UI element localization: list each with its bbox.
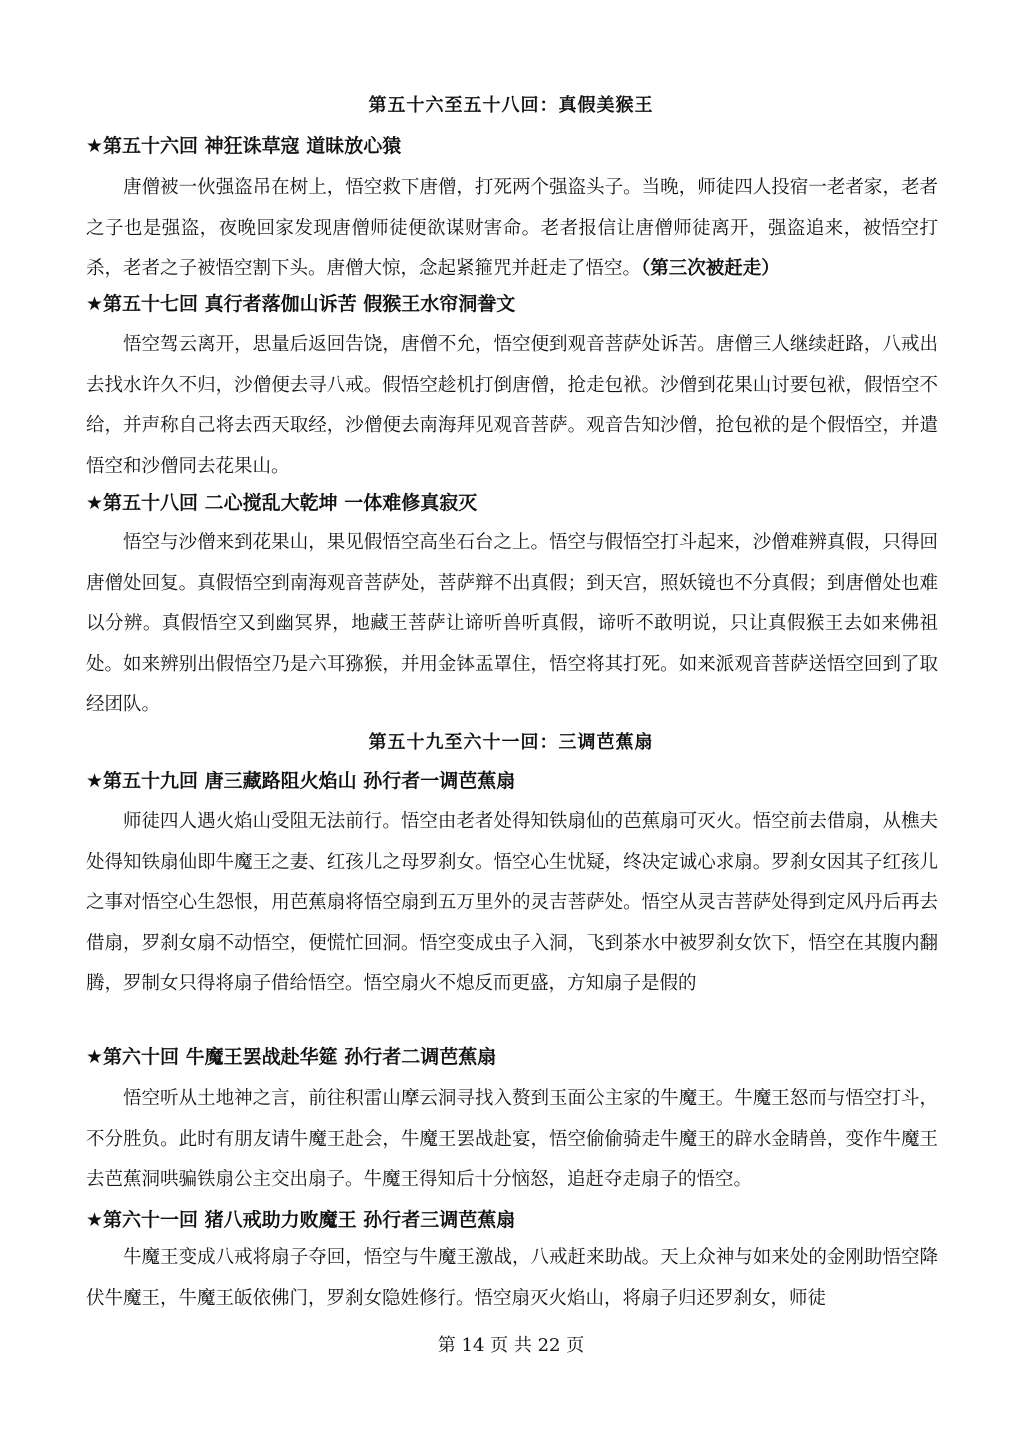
chapter-paragraph: 悟空听从土地神之言，前往积雷山摩云洞寻找入赘到玉面公主家的牛魔王。牛魔王怒而与悟空打斗，不分胜负。此时有朋友请牛魔王赴会，牛魔王罢战赴宴，悟空偷偷骑走牛魔王的辟水金睛兽，变作牛魔王去芭蕉洞哄骗铁扇公主交出扇子。牛魔王得知后十分恼怒，追赶夺走扇子的悟空。	[86, 1088, 938, 1191]
chapter-heading: ★第五十六回 神狂诛草寇 道昧放心猿	[86, 135, 402, 157]
section-title: 第五十六至五十八回：真假美猴王	[368, 95, 654, 116]
chapter-heading: ★第五十八回 二心搅乱大乾坤 一体难修真寂灭	[86, 492, 478, 514]
chapter-heading: ★第六十一回 猪八戒助力败魔王 孙行者三调芭蕉扇	[86, 1209, 516, 1231]
chapter-paragraph	[86, 168, 938, 290]
chapter-paragraph: 悟空驾云离开，思量后返回告饶，唐僧不允，悟空便到观音菩萨处诉苦。唐僧三人继续赶路，八戒出去找水许久不归，沙僧便去寻八戒。假悟空趁机打倒唐僧，抢走包袱。沙僧到花果山讨要包袱，假悟空不给，并声称自己将去西天取经，沙僧便去南海拜见观音菩萨。观音告知沙僧，抢包袱的是个假悟空，并遣悟空和沙僧同去花果山。	[86, 334, 938, 477]
chapter-heading: ★第六十回 牛魔王罢战赴华筵 孙行者二调芭蕉扇	[86, 1046, 497, 1068]
paragraph-text: 唐僧被一伙强盗吊在树上，悟空救下唐僧，打死两个强盗头子。当晚，师徒四人投宿一老者家，老者之子也是强盗，夜晚回家发现唐僧师徒便欲谋财害命。老者报信让唐僧师徒离开，强盗追来，被悟空打杀，老者之子被悟空割下头。唐僧大惊，念起紧箍咒并赶走了悟空。	[86, 177, 938, 280]
chapter-paragraph: 牛魔王变成八戒将扇子夺回，悟空与牛魔王激战，八戒赶来助战。天上众神与如来处的金刚助悟空降伏牛魔王，牛魔王皈依佛门，罗刹女隐姓修行。悟空扇灭火焰山，将扇子归还罗刹女，师徒	[86, 1247, 938, 1309]
section-title: 第五十九至六十一回：三调芭蕉扇	[368, 732, 654, 753]
chapter-heading: ★第五十七回 真行者落伽山诉苦 假猴王水帘洞誊文	[86, 293, 516, 315]
chapter-paragraph: 师徒四人遇火焰山受阻无法前行。悟空由老者处得知铁扇仙的芭蕉扇可灭火。悟空前去借扇，从樵夫处得知铁扇仙即牛魔王之妻、红孩儿之母罗刹女。悟空心生忧疑，终决定诚心求扇。罗刹女因其子红孩儿之事对悟空心生怨恨，用芭蕉扇将悟空扇到五万里外的灵吉菩萨处。悟空从灵吉菩萨处得到定风丹后再去借扇，罗刹女扇不动悟空，便慌忙回洞。悟空变成虫子入洞，飞到茶水中被罗刹女饮下，悟空在其腹内翻腾，罗制女只得将扇子借给悟空。悟空扇火不熄反而更盛，方知扇子是假的	[86, 811, 938, 995]
chapter-heading: ★第五十九回 唐三藏路阻火焰山 孙行者一调芭蕉扇	[86, 770, 516, 792]
emphasis-note: （第三次被赶走）	[641, 258, 780, 280]
page-footer: 第 14 页 共 22 页	[437, 1335, 585, 1356]
chapter-paragraph: 悟空与沙僧来到花果山，果见假悟空高坐石台之上。悟空与假悟空打斗起来，沙僧难辨真假，只得回唐僧处回复。真假悟空到南海观音菩萨处，菩萨辩不出真假；到天宫，照妖镜也不分真假；到唐僧处也难以分辨。真假悟空又到幽冥界，地藏王菩萨让谛听兽听真假，谛听不敢明说，只让真假猴王去如来佛祖处。如来辨别出假悟空乃是六耳猕猴，并用金钵盂罩住，悟空将其打死。如来派观音菩萨送悟空回到了取经团队。	[86, 532, 938, 716]
